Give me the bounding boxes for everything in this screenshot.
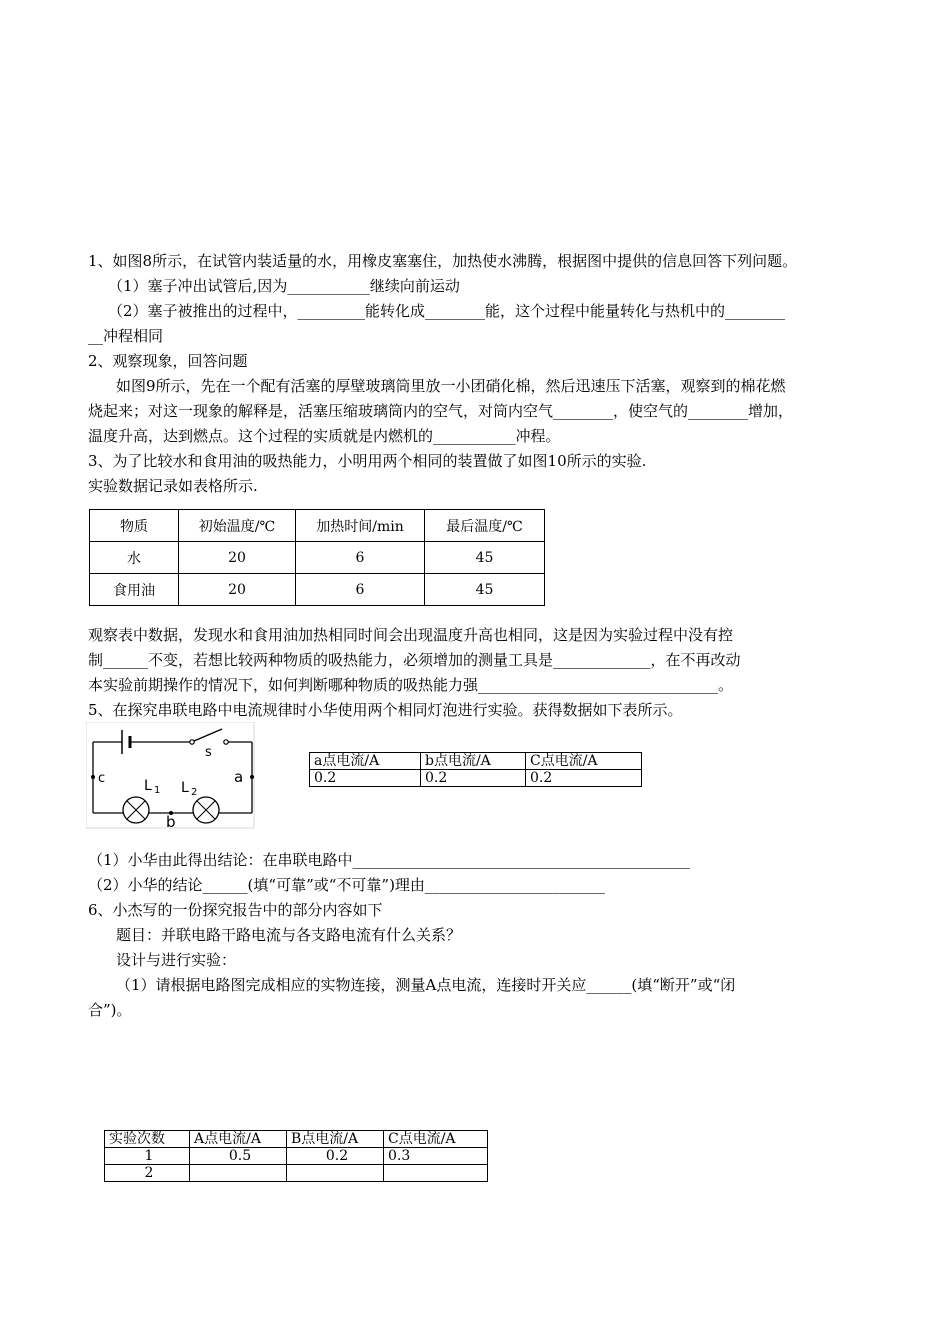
lamp-l2-subscript: 2 bbox=[191, 787, 198, 798]
lamp-l1-subscript: 1 bbox=[154, 785, 161, 796]
table-cell: 20 bbox=[179, 542, 296, 574]
header-cell: 物质 bbox=[90, 510, 179, 542]
table-cell: 0.3 bbox=[384, 1148, 488, 1165]
table-cell bbox=[384, 1165, 488, 1182]
table-cell bbox=[287, 1165, 384, 1182]
table-cell: 水 bbox=[90, 542, 179, 574]
table-header-row bbox=[310, 753, 642, 770]
q5-stem: 5、在探究串联电路中电流规律时小华使用两个相同灯泡进行实验。获得数据如下表所示。 bbox=[88, 701, 683, 719]
table-row bbox=[310, 770, 642, 787]
q6-part1-line2: 合”)。 bbox=[88, 1001, 132, 1019]
q3-analysis-line3: 本实验前期操作的情况下，如何判断哪种物质的吸热能力强________________________________。 bbox=[88, 676, 734, 694]
table-cell: 0.2 bbox=[310, 770, 421, 787]
header-cell: 最后温度/℃ bbox=[425, 510, 545, 542]
table-cell: 1 bbox=[105, 1148, 190, 1165]
q5-part1: （1）小华由此得出结论：在串联电路中_____________________________________________ bbox=[88, 851, 691, 869]
q3-data-table bbox=[89, 509, 545, 606]
table-header-row bbox=[105, 1131, 488, 1148]
header-cell: b点电流/A bbox=[421, 753, 526, 770]
q2-line2: 烧起来；对这一现象的解释是，活塞压缩玻璃筒内的空气，对筒内空气________，使空气的________增加， bbox=[88, 402, 794, 420]
node-a bbox=[250, 775, 254, 779]
q5-current-table bbox=[309, 752, 642, 787]
lamp-l2-label: L bbox=[181, 780, 189, 796]
q2-line3: 温度升高，达到燃点。这个过程的实质就是内燃机的___________冲程。 bbox=[88, 427, 561, 445]
switch-label: s bbox=[205, 745, 212, 760]
header-cell: a点电流/A bbox=[310, 753, 421, 770]
header-cell: 实验次数 bbox=[105, 1131, 190, 1148]
q1-part1: （1）塞子冲出试管后,因为___________继续向前运动 bbox=[108, 277, 460, 295]
table-cell: 0.2 bbox=[421, 770, 526, 787]
q3-line2: 实验数据记录如表格所示. bbox=[88, 477, 258, 495]
q3-analysis-line1: 观察表中数据，发现水和食用油加热相同时间会出现温度升高也相同，这是因为实验过程中没有控 bbox=[88, 626, 734, 644]
series-circuit-diagram bbox=[86, 722, 258, 830]
switch-icon bbox=[190, 729, 228, 744]
q3-analysis-line2: 制______不变，若想比较两种物质的吸热能力，必须增加的测量工具是_____________，在不再改动 bbox=[88, 651, 741, 669]
label-b: b bbox=[166, 813, 176, 830]
label-a: a bbox=[234, 768, 244, 786]
q1-stem: 1、如图8所示，在试管内装适量的水，用橡皮塞塞住，加热使水沸腾，根据图中提供的信息回答下列问题。 bbox=[88, 252, 798, 270]
header-cell: B点电流/A bbox=[287, 1131, 384, 1148]
header-cell: C点电流/A bbox=[384, 1131, 488, 1148]
table-cell: 45 bbox=[425, 542, 545, 574]
table-cell: 6 bbox=[296, 542, 425, 574]
lamp-l1-label: L bbox=[144, 778, 152, 794]
table-header-row bbox=[90, 510, 545, 542]
q1-part2-line2: __冲程相同 bbox=[88, 327, 164, 345]
table-row bbox=[105, 1165, 488, 1182]
q6-topic: 题目：并联电路干路电流与各支路电流有什么关系？ bbox=[116, 926, 462, 944]
table-cell: 20 bbox=[179, 574, 296, 606]
q3-stem: 3、为了比较水和食用油的吸热能力，小明用两个相同的装置做了如图10所示的实验. bbox=[88, 452, 647, 470]
header-cell: A点电流/A bbox=[190, 1131, 287, 1148]
table-cell: 2 bbox=[105, 1165, 190, 1182]
q6-part1-line1: （1）请根据电路图完成相应的实物连接，测量A点电流，连接时开关应______(填“断开”或“闭 bbox=[116, 976, 736, 994]
q1-part2-line1: （2）塞子被推出的过程中，_________能转化成________能，这个过程中能量转化与热机中的________ bbox=[108, 302, 786, 320]
q2-line1: 如图9所示，先在一个配有活塞的厚壁玻璃筒里放一小团硝化棉，然后迅速压下活塞，观察到的棉花燃 bbox=[116, 377, 786, 395]
table-cell: 0.5 bbox=[190, 1148, 287, 1165]
header-cell: 初始温度/℃ bbox=[179, 510, 296, 542]
q2-stem: 2、观察现象，回答问题 bbox=[88, 352, 248, 370]
header-cell: 加热时间/min bbox=[296, 510, 425, 542]
battery-icon bbox=[122, 730, 130, 754]
table-cell: 45 bbox=[425, 574, 545, 606]
table-cell: 0.2 bbox=[287, 1148, 384, 1165]
lamp-l1-icon bbox=[123, 797, 149, 823]
table-cell: 6 bbox=[296, 574, 425, 606]
table-row bbox=[105, 1148, 488, 1165]
table-cell: 食用油 bbox=[90, 574, 179, 606]
q6-stem: 6、小杰写的一份探究报告中的部分内容如下 bbox=[88, 901, 383, 919]
table-row bbox=[90, 574, 545, 606]
q5-part2: （2）小华的结论______(填“可靠”或“不可靠”)理由________________________ bbox=[88, 876, 605, 894]
table-row bbox=[90, 542, 545, 574]
table-cell: 0.2 bbox=[526, 770, 642, 787]
q6-design: 设计与进行实验： bbox=[116, 951, 237, 969]
node-c bbox=[91, 775, 95, 779]
table-cell bbox=[190, 1165, 287, 1182]
lamp-l2-icon bbox=[193, 797, 219, 823]
q6-experiment-table bbox=[104, 1130, 488, 1182]
label-c: c bbox=[98, 771, 106, 786]
header-cell: C点电流/A bbox=[526, 753, 642, 770]
